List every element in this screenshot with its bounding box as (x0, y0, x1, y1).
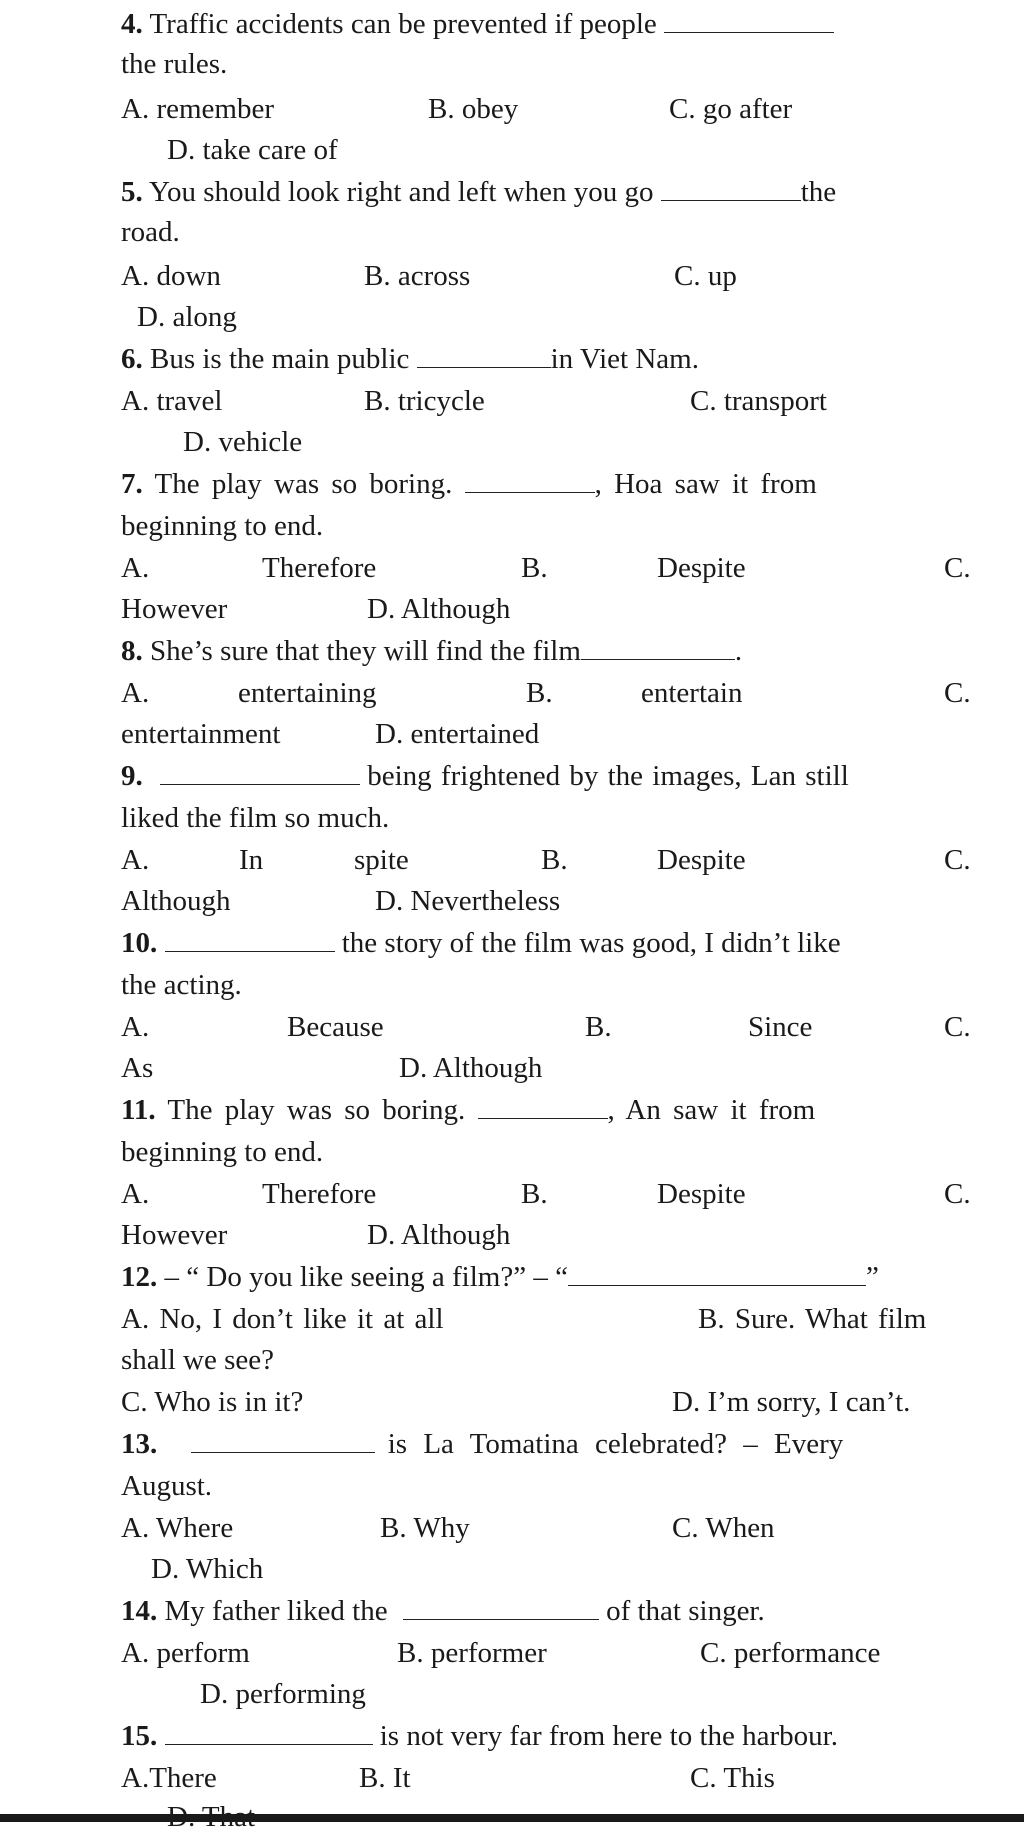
question-stem: the rules. (121, 48, 228, 80)
answer-blank (478, 1094, 608, 1119)
option-c-text: Although (121, 885, 231, 917)
option-d-cutoff (167, 1800, 255, 1814)
option-c-letter: C. (944, 552, 971, 584)
option-d: D. Which (151, 1553, 264, 1585)
option-a-text: In (239, 844, 264, 876)
question-stem: beginning to end. (121, 510, 324, 542)
option-d: D. performing (200, 1678, 366, 1710)
option-a-letter: A. (121, 552, 150, 584)
option-b: B. across (364, 260, 471, 292)
bottom-edge-rule (0, 1814, 1024, 1822)
option-a-letter: A. (121, 677, 150, 709)
option-b-text: Despite (657, 552, 746, 584)
question-stem: the story of the film was good, I didn’t like (341, 927, 841, 959)
question-number: 14. (121, 1595, 158, 1627)
option-b-text: Since (748, 1011, 813, 1043)
option-c: C. go after (669, 93, 793, 125)
question-12-line-1 (121, 1260, 879, 1294)
option-c: C. up (674, 260, 737, 292)
answer-blank (568, 1261, 866, 1286)
question-stem: Bus is the main public (150, 343, 410, 375)
option-c: C. When (672, 1512, 775, 1544)
question-13-line-1 (121, 1427, 843, 1461)
option-b-text: entertain (641, 677, 743, 709)
question-stem: in Viet Nam. (550, 343, 699, 375)
question-stem: road. (121, 216, 180, 248)
option-a: A.There (121, 1762, 217, 1794)
question-stem: The play was so boring. (167, 1094, 466, 1126)
option-b-letter: B. (585, 1011, 612, 1043)
question-number: 12. (121, 1261, 158, 1293)
question-stem: is not very far from here to the harbour. (379, 1720, 838, 1752)
question-number: 10. (121, 927, 158, 959)
question-number: 6. (121, 343, 143, 375)
question-number: 5. (121, 176, 143, 208)
answer-blank (403, 1595, 599, 1620)
question-9-line-1 (121, 759, 849, 793)
option-c: C. transport (690, 385, 827, 417)
question-number: 11. (121, 1094, 156, 1126)
question-stem: beginning to end. (121, 1136, 324, 1168)
option-a: A. perform (121, 1637, 250, 1669)
option-d: D. Although (367, 593, 511, 625)
question-stem: My father liked the (164, 1595, 388, 1627)
option-c-letter: C. (944, 1178, 971, 1210)
question-stem: of that singer. (606, 1595, 765, 1627)
option-b-letter: B. (526, 677, 553, 709)
question-stem: She’s sure that they will find the film (150, 635, 581, 667)
option-a-text: entertaining (238, 677, 377, 709)
question-stem: – “ Do you like seeing a film?” – “ (164, 1261, 568, 1293)
question-stem: is La Tomatina celebrated? – Every (387, 1428, 844, 1460)
option-b-letter: B. (521, 552, 548, 584)
option-c-letter: C. (944, 1011, 971, 1043)
question-stem: August. (121, 1470, 213, 1502)
option-c-text: entertainment (121, 718, 281, 750)
answer-blank (160, 760, 360, 785)
answer-blank (165, 927, 335, 952)
question-stem: The play was so boring. (154, 468, 453, 500)
option-a-text: spite (354, 844, 409, 876)
option-b-text: Despite (657, 844, 746, 876)
question-4-line-1 (121, 7, 834, 41)
answer-blank (661, 176, 801, 201)
option-b-text: Despite (657, 1178, 746, 1210)
question-stem: the acting. (121, 969, 242, 1001)
option-c-text: However (121, 593, 228, 625)
question-stem: liked the film so much. (121, 802, 390, 834)
question-15-line-1 (121, 1719, 838, 1753)
question-11-line-1 (121, 1093, 815, 1127)
option-d: D. take care of (167, 134, 338, 166)
question-number: 7. (121, 468, 143, 500)
question-stem: , Hoa saw it from (594, 468, 817, 500)
question-6-line-1 (121, 342, 699, 376)
question-stem: Traffic accidents can be prevented if people (149, 8, 657, 40)
option-c: C. performance (700, 1637, 881, 1669)
question-stem: being frightened by the images, Lan still (367, 760, 849, 792)
option-a: A. No, I don’t like it at all (121, 1303, 444, 1335)
option-d: D. Although (399, 1052, 543, 1084)
question-14-line-1 (121, 1594, 765, 1628)
option-d: D. vehicle (183, 426, 303, 458)
option-c-text: As (121, 1052, 154, 1084)
option-b-letter: B. (541, 844, 568, 876)
option-b: B. tricycle (364, 385, 485, 417)
option-b: B. performer (397, 1637, 547, 1669)
question-stem: ” (865, 1261, 879, 1293)
option-d: D. Although (367, 1219, 511, 1251)
option-a-letter: A. (121, 1178, 150, 1210)
option-a-text: Therefore (262, 552, 377, 584)
question-stem: , An saw it from (607, 1094, 816, 1126)
option-a-letter: A. (121, 1011, 150, 1043)
answer-blank (165, 1720, 373, 1745)
option-b: B. Sure. What film (698, 1303, 927, 1335)
answer-blank (417, 343, 551, 368)
option-c-letter: C. (944, 677, 971, 709)
question-7-line-1 (121, 467, 817, 501)
option-b: B. It (359, 1762, 411, 1794)
option-c: C. Who is in it? (121, 1386, 304, 1418)
question-number: 8. (121, 635, 143, 667)
option-a-text: Because (287, 1011, 384, 1043)
answer-blank (191, 1428, 375, 1453)
question-8-line-1 (121, 634, 742, 668)
question-stem: the (800, 176, 837, 208)
question-number: 4. (121, 8, 143, 40)
option-a: A. Where (121, 1512, 234, 1544)
question-10-line-1 (121, 926, 841, 960)
option-a-letter: A. (121, 844, 150, 876)
answer-blank (465, 468, 595, 493)
option-a-text: Therefore (262, 1178, 377, 1210)
option-b-letter: B. (521, 1178, 548, 1210)
question-stem: . (734, 635, 743, 667)
question-number: 13. (121, 1428, 158, 1460)
question-5-line-1 (121, 175, 836, 209)
option-a: A. remember (121, 93, 274, 125)
question-stem: You should look right and left when you go (148, 176, 654, 208)
answer-blank (664, 8, 834, 33)
option-d: D. I’m sorry, I can’t. (672, 1386, 911, 1418)
option-c-letter: C. (944, 844, 971, 876)
option-b: B. obey (428, 93, 519, 125)
option-a: A. down (121, 260, 221, 292)
option-d: D. along (137, 301, 237, 333)
option-b: B. Why (380, 1512, 470, 1544)
option-d: D. Nevertheless (375, 885, 561, 917)
question-number: 9. (121, 760, 143, 792)
option-b-continued: shall we see? (121, 1344, 274, 1376)
answer-blank (581, 635, 735, 660)
question-number: 15. (121, 1720, 158, 1752)
option-d: D. entertained (375, 718, 540, 750)
option-a: A. travel (121, 385, 223, 417)
option-c-text: However (121, 1219, 228, 1251)
option-c: C. This (690, 1762, 775, 1794)
